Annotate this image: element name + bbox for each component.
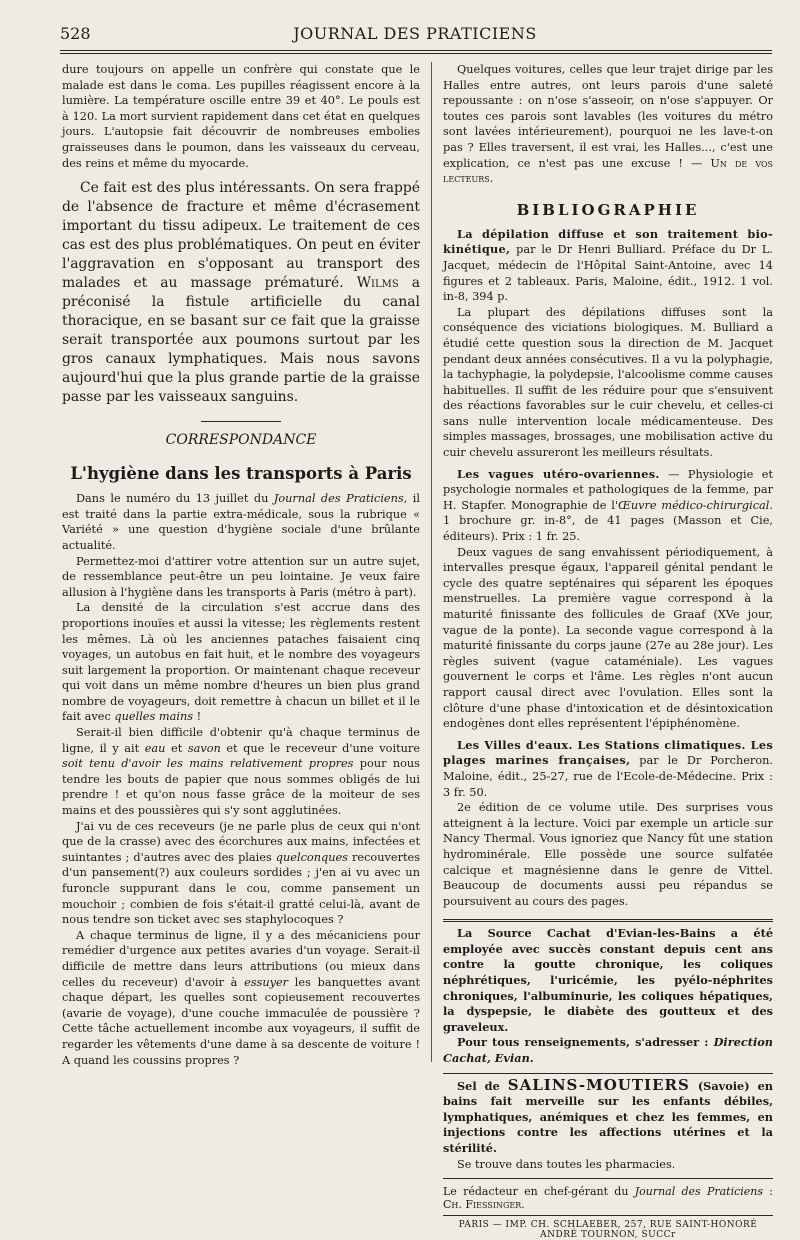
article-paragraph-6: A chaque terminus de ligne, il y a des mécaniciens pour remédier d'urgence aux petites avaries d'un voyage. Serait-il difficile de mettre dans leurs attributions (ou mieux dans celles du receveur) d'avoir à essuyer les banquettes avant chaque départ, les quelles sont copieusement recouvertes (avarie de voyage), d'une couche immaculée de poussière ? Cette tâche actuellement incombe aux voyageurs, il suffit de regarder les vêtements d'une dame à sa descente de voiture ! A quand les coussins propres ? [62,928,420,1067]
bib-entry-1: La dépilation diffuse et son traitement bio-kinétique, par le Dr Henri Bulliard. Préface du Dr L. Jacquet, médecin de l'Hôpital Saint-Antoine, avec 14 figures et 2 tableaux. Paris, Maloine, édit., 1912. 1 vol. in-8, 394 p. [443,226,773,304]
paragraph-commentary: Ce fait est des plus intéressants. On sera frappé de l'absence de fracture et même d'écrasement important du tissu adipeux. Le traitement de ces cas est des plus problématiques. On peut en éviter l'aggravation en s'opposant au transport des malades et au massage prématuré. Wilms a préconisé la fistule artificielle du canal thoracique, en se basant sur ce fait que la graisse serait transportée aux poumons surtout par les gros canaux lymphatiques. Mais nous savons aujourd'hui que la plus grande partie de la graisse passe par les vaisseaux sanguins. [62,180,420,406]
paragraph-halles: Quelques voitures, celles que leur trajet dirige par les Halles entre autres, ont leurs parois d'une saleté repoussante : on n'ose s'asseoir, on n'ose s'appuyer. Or toutes ces parois sont lavables (les voitures du métro sont lavées intérieurement), pourquoi ne les lave-t-on pas ? Elles traversent, il est vrai, les Halles..., c'est une explication, ce n'est pas une excuse ! — Un de vos lecteurs. [443,63,773,186]
paragraph-autopsy: dure toujours on appelle un confrère qui constate que le malade est dans le coma. Les pupilles réagissent encore à la lumière. La température oscille entre 39 et 40°. Le pouls est à 120. La mort survient rapidement dans cet état en quelques jours. L'autopsie fait découvrir de nombreuses embolies graisseuses dans le poumon, dans les vaisseaux du cerveau, des reins et même du myocarde. [62,63,420,170]
bibliography-title: BIBLIOGRAPHIE [516,200,700,219]
article-paragraph-5: J'ai vu de ces receveurs (je ne parle plus de ceux qui n'ont que de la crasse) avec des écorchures aux mains, infectées et suintantes ; d'autres avec des plaies quelconques recouvertes d'un pansement(?) aux couleurs sordides ; j'en ai vu avec un furoncle suppurant dans le cou, comme pansement un mouchoir ; combien de fois s'était-il gratté celui-là, avant de nous tendre son ticket avec ses staphylocoques ? [62,819,420,927]
page-header [60,24,770,48]
header-rule [60,50,772,51]
signature: Un de vos lecteurs. [443,156,773,186]
bib-entry-3: Les Villes d'eaux. Les Stations climatiques. Les plages marines françaises, par le Dr Porcheron. Maloine, édit., 25-27, rue de l'Ecole-de-Médecine. Prix : 3 fr. 50. [443,737,773,799]
bib-summary-1: La plupart des dépilations diffuses sont la conséquence des viciations biologiques. M. Bulliard a étudié cette question sous la direction de M. Jacquet pendant deux années consécutives. Il a vu la polyphagie, la tachyphagie, la polydepsie, l'alcoolisme comme causes habituelles. Il suffit de les réduire pour que s'ensuivent des réactions favorables sur le cuir chevelu, et celles-ci sans nulle intervention locale médicamenteuse. Des simples massages, brossages, une mobilisation active du cuir chevelu assureront les meilleurs résultats. [443,305,773,460]
bib-summary-2: Deux vagues de sang envahissent périodiquement, à intervalles presque égaux, l'appareil génital pendant le cycle des quatre septénaires qui séparent les époques menstruelles. La première vague correspond à la maturité finissante des follicules de Graaf (XVe jour, vague de la ponte). La seconde vague correspond à la maturité finissante du corps jaune (27e au 28e jour). Les règles suivent (vague cataméniale). Les vagues gouvernent le corps et l'âme. Les règles n'ont aucun rapport causal direct avec l'ovulation. Elles sont la clôture d'une phase d'intoxication et de désintoxication endogènes dont elles représentent l'épiphénomène. [443,545,773,731]
ad-heading: La Source Cachat d'Evian-les-Bains [457,926,716,941]
article-paragraph-1: Dans le numéro du 13 juillet du Journal des Praticiens, il est traité dans la partie extra-médicale, sous la rubrique « Variété » une question d'hygiène sociale d'une brûlante actualité. [62,492,420,552]
imprint-line-1: PARIS — IMP. CH. SCHLAEBER, 257, RUE SAINT-HONORÉ [458,1220,758,1231]
author-name: Wilms [356,275,399,292]
section-title: CORRESPONDANCE [165,432,317,449]
column-separator [431,62,432,1062]
article-paragraph-2: Permettez-moi d'attirer votre attention sur un autre sujet, de ressemblance peut-être un peu lointaine. Je veux faire allusion à l'hygiène dans les transports à Paris (métro à part). [62,554,420,599]
article-paragraph-3: La densité de la circulation s'est accrue dans des proportions inouïes et aussi la vitesse; les règlements restent les mêmes. Là où les anciennes pataches faisaient cinq voyages, un autobus en fait huit, et le nombre des voyageurs suit largement la proportion. Or maintenant chaque receveur qui voit dans un même nombre d'heures un bien plus grand nombre de voyageurs, doit remettre à chacun un billet et il le fait avec quelles mains ! [62,601,420,724]
advertisement-cachat: La Source Cachat d'Evian-les-Bains a été employée avec succès constant depuis cent ans contre la goutte chronique, les coliques néphrétiques, l'uricémie, les pyélo-néphrites chroniques, l'albuminurie, les coliques hépatiques, la dyspepsie, le diabète des goutteux et des graveleux. Pour tous renseignements, s'adresser : Direction Cachat, Evian. [443,919,773,1073]
article-paragraph-4: Serait-il bien difficile d'obtenir qu'à chaque terminus de ligne, il y ait eau et savon et que le receveur d'une voiture soit tenu d'avoir les mains relativement propres pour nous tendre les bouts de papier que nous sommes obligés de lui prendre ! et qu'on nous fasse grâce de la moiteur de ses mains et des poussières qui s'y sont agglutinées. [62,726,420,818]
article-title: L'hygiène dans les transports à Paris [70,464,412,484]
header-rule-2 [60,53,772,54]
advertisement-salins: Sel de SALINS-MOUTIERS (Savoie) en bains fait merveille sur les enfants débiles, lymphatiques, anémiques et chez les femmes, en injections contre les affections utérines et la stérilité. Se trouve dans toutes les pharmacies. [443,1074,773,1180]
imprint-line-2: ANDRÉ TOURNON, SUCCr [540,1230,676,1240]
section-rule [201,421,281,422]
bib-entry-2: Les vagues utéro-ovariennes. — Physiologie et psychologie normales et pathologiques de la femme, par H. Stapfer. Monographie de l'Œuvre médico-chirurgical. 1 brochure gr. in-8°, de 41 pages (Masson et Cie, éditeurs). Prix : 1 fr. 25. [443,466,774,544]
footer-rule [443,1215,773,1216]
journal-title: JOURNAL DES PRATICIENS [293,24,537,43]
left-column [62,62,420,1067]
editor-line: Le rédacteur en chef-gérant du Journal des Praticiens : Ch. Fiessinger. [443,1185,774,1212]
salins-brand: SALINS-MOUTIERS [507,1075,690,1094]
bib-summary-3: 2e édition de ce volume utile. Des surprises vous atteignent à la lecture. Voici par exemple un article sur Nancy Thermal. Vous ignoriez que Nancy fût une station hydrominérale. Elle possède une source sulfatée calcique et magnésienne dans le genre de Vittel. Beaucoup de documents aussi peu répandus se poursuivent au cours des pages. [443,801,773,908]
right-column [443,62,774,1240]
page-number: 528 [60,24,91,43]
